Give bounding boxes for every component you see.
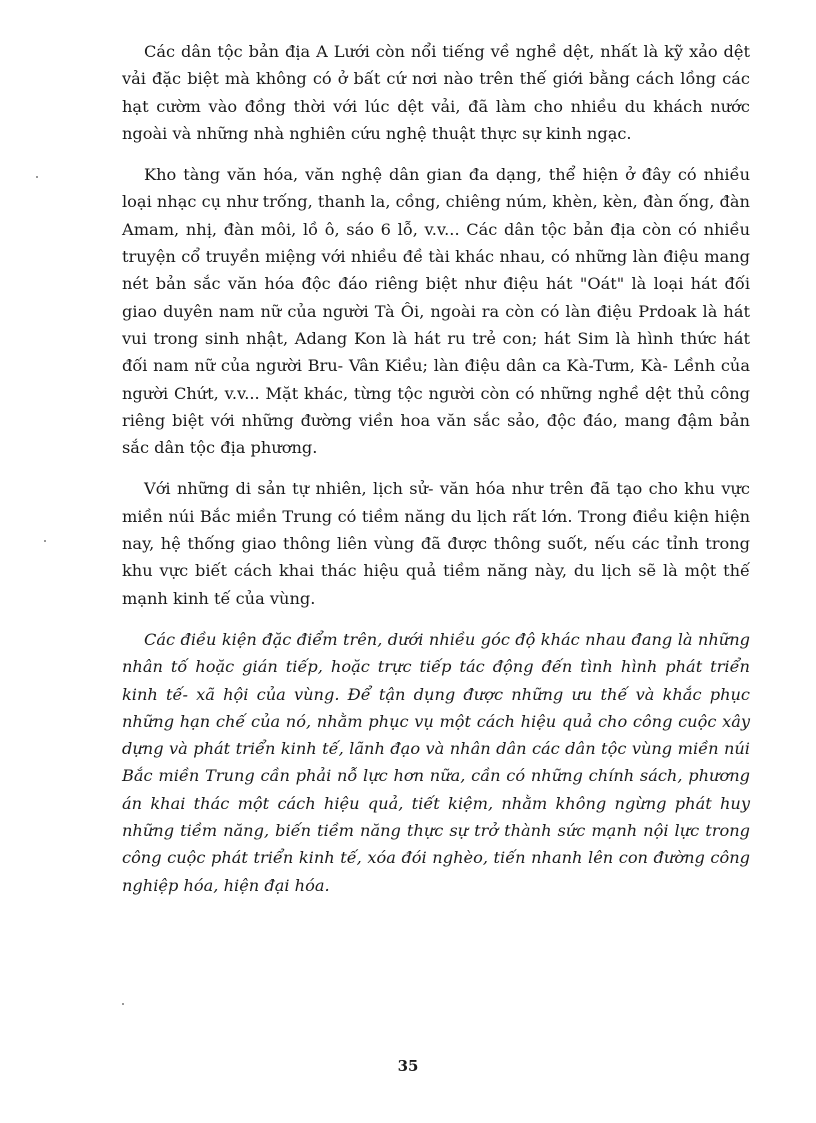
paragraph-folk-culture: Kho tàng văn hóa, văn nghệ dân gian đa dạng, thể hiện ở đây có nhiều loại nhạc cụ như trống, thanh la, cồng, chiêng núm, khèn, kèn, đàn ống, đàn Amam, nhị, đàn môi, lồ ô, sáo 6 lỗ, v.v... Các dân tộc bản địa còn có nhiều truyện cổ truyền miệng với nhiều đề tài khác nhau, có những làn điệu mang nét bản sắc văn hóa độc đáo riêng biệt như điệu hát "Oát" là loại hát đối giao duyên nam nữ của người Tà Ôi, ngoài ra còn có làn điệu Prdoak là hát vui trong sinh nhật, Adang Kon là hát ru trẻ con; hát Sim là hình thức hát đối nam nữ của người Bru- Vân Kiều; làn điệu dân ca Kà-Tưm, Kà- Lềnh của người Chứt, v.v... Mặt khác, từng tộc người còn có những nghề dệt thủ công riêng biệt với những đường viền hoa văn sắc sảo, độc đáo, mang đậm bản sắc dân tộc địa phương.	[122, 165, 750, 458]
scan-speck	[122, 1003, 124, 1005]
page-number: 35	[397, 1057, 419, 1075]
scan-speck	[36, 176, 38, 178]
paragraph-summary-italic: Các điều kiện đặc điểm trên, dưới nhiều góc độ khác nhau đang là những nhân tố hoặc gián tiếp, hoặc trực tiếp tác động đến tình hình phát triển kinh tế- xã hội của vùng. Để tận dụng được những ưu thế và khắc phục những hạn chế của nó, nhằm phục vụ một cách hiệu quả cho công cuộc xây dựng và phát triển kinh tế, lãnh đạo và nhân dân các dân tộc vùng miền núi Bắc miền Trung cần phải nỗ lực hơn nữa, cần có những chính sách, phương án khai thác một cách hiệu quả, tiết kiệm, nhằm không ngừng phát huy những tiềm năng, biến tiềm năng thực sự trở thành sức mạnh nội lực trong công cuộc phát triển kinh tế, xóa đói nghèo, tiến nhanh lên con đường công nghiệp hóa, hiện đại hóa.	[122, 629, 750, 895]
scan-speck	[44, 540, 46, 542]
body-text	[122, 38, 750, 913]
paragraph-tourism-potential: Với những di sản tự nhiên, lịch sử- văn hóa như trên đã tạo cho khu vực miền núi Bắc miền Trung có tiềm năng du lịch rất lớn. Trong điều kiện hiện nay, hệ thống giao thông liên vùng đã được thông suốt, nếu các tỉnh trong khu vực biết cách khai thác hiệu quả tiềm năng này, du lịch sẽ là một thế mạnh kinh tế của vùng.	[122, 479, 750, 608]
paragraph-weaving: Các dân tộc bản địa A Lưới còn nổi tiếng về nghề dệt, nhất là kỹ xảo dệt vải đặc biệt mà không có ở bất cứ nơi nào trên thế giới bằng cách lồng các hạt cườm vào đồng thời với lúc dệt vải, đã làm cho nhiều du khách nước ngoài và những nhà nghiên cứu nghệ thuật thực sự kinh ngạc.	[122, 42, 750, 143]
